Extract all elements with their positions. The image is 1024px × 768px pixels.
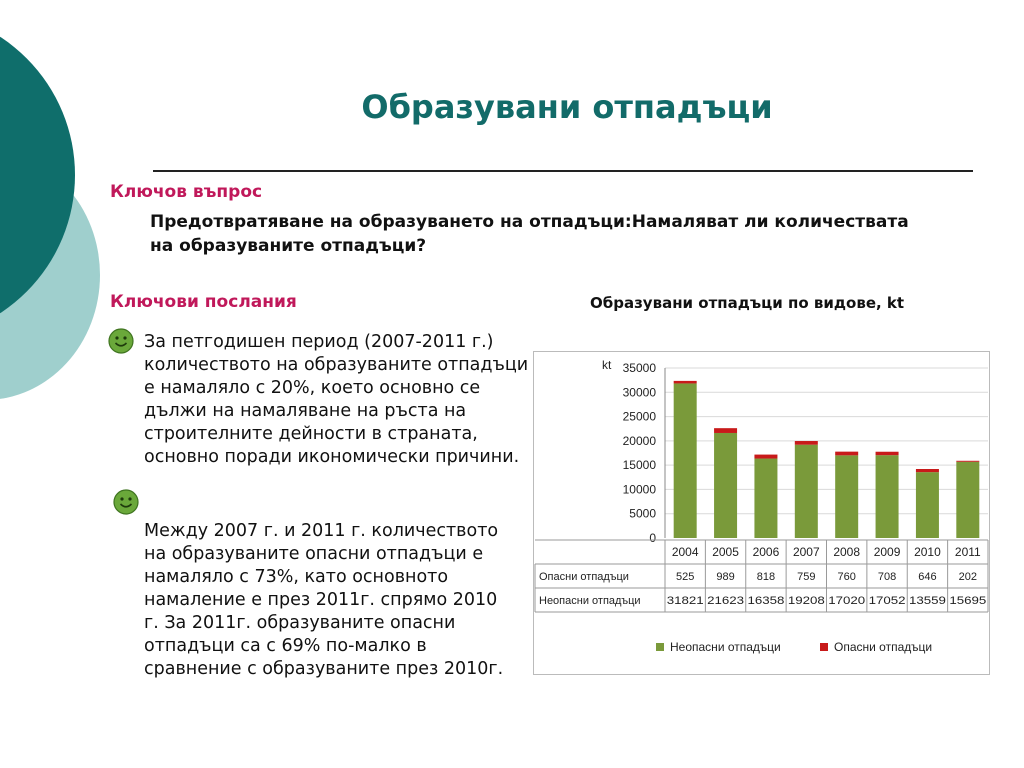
table-row-label: Неопасни отпадъци [539, 595, 641, 607]
table-row-label: Опасни отпадъци [539, 571, 629, 583]
key-message-1: За петгодишен период (2007-2011 г.) количеството на образуваните отпадъци е намаляло с 20%, което основно се дължи на намаляване на ръста на строителните дейности в страната, основно поради икономически причини. [144, 332, 529, 467]
y-unit-label: kt [602, 358, 612, 372]
waste-chart [533, 351, 990, 675]
bar-hazardous [714, 428, 737, 433]
bar-hazardous [754, 455, 777, 459]
x-tick-label: 2006 [752, 545, 780, 559]
key-messages-label: Ключови послания [110, 292, 297, 312]
bar-non-hazardous [674, 383, 697, 538]
x-tick-label: 2007 [792, 545, 820, 559]
table-cell: 17052 [868, 595, 906, 607]
bar-non-hazardous [795, 445, 818, 538]
title-divider [153, 170, 973, 172]
legend-label: Неопасни отпадъци [670, 640, 781, 654]
x-tick-label: 2005 [712, 545, 739, 559]
bar-hazardous [674, 381, 697, 384]
bar-hazardous [876, 452, 899, 455]
x-tick-label: 2008 [833, 545, 861, 559]
key-question-text: Предотвратяване на образуването на отпадъци:Намаляват ли количествата на образуваните отпадъци? [150, 212, 909, 256]
table-cell: 13559 [908, 595, 946, 607]
table-cell: 818 [756, 571, 776, 583]
bar-non-hazardous [956, 462, 979, 538]
legend-swatch [820, 643, 828, 651]
x-tick-label: 2004 [671, 545, 699, 559]
y-tick-label: 25000 [622, 409, 656, 424]
bar-non-hazardous [916, 472, 939, 538]
table-cell: 19208 [787, 595, 825, 607]
y-tick-label: 15000 [622, 458, 656, 473]
table-cell: 646 [918, 571, 937, 583]
slide-title: Образувани отпадъци [361, 88, 773, 126]
bar-non-hazardous [714, 433, 737, 538]
key-question-label: Ключов въпрос [110, 182, 263, 202]
table-cell: 708 [877, 571, 897, 583]
chart-caption: Образувани отпадъци по видове, kt [590, 294, 905, 312]
bar-non-hazardous [754, 459, 777, 538]
bar-non-hazardous [835, 455, 858, 538]
table-cell: 760 [837, 571, 856, 583]
bar-hazardous [795, 441, 818, 445]
y-tick-label: 0 [649, 531, 656, 545]
legend-label: Опасни отпадъци [834, 640, 933, 654]
x-tick-label: 2010 [914, 545, 941, 559]
table-cell: 16358 [747, 595, 785, 607]
bar-hazardous [956, 461, 979, 462]
key-message-2: Между 2007 г. и 2011 г. количеството на образуваните опасни отпадъци е намаляло с 73%, като основното намаление е през 2011г. спрямо 2010 г. За 2011г. образуваните опасни отпадъци са с 69% по-малко в сравнение с образуваните през 2010г. [144, 521, 504, 679]
y-tick-label: 20000 [622, 433, 656, 448]
legend-swatch [656, 643, 664, 651]
table-cell: 15695 [949, 595, 987, 607]
bar-hazardous [835, 452, 858, 456]
table-cell: 17020 [828, 595, 866, 607]
x-tick-label: 2009 [873, 545, 901, 559]
table-cell: 759 [797, 571, 816, 583]
bar-hazardous [916, 469, 939, 472]
table-cell: 202 [958, 571, 977, 583]
smiley-icon [113, 489, 139, 515]
smiley-icon [108, 328, 134, 354]
table-cell: 21623 [707, 595, 745, 607]
y-tick-label: 35000 [622, 361, 656, 375]
table-cell: 31821 [666, 595, 704, 607]
y-tick-label: 5000 [629, 506, 656, 521]
bar-non-hazardous [876, 455, 899, 538]
table-cell: 525 [676, 571, 695, 583]
table-cell: 989 [716, 571, 735, 583]
y-tick-label: 10000 [622, 482, 656, 497]
x-tick-label: 2011 [954, 545, 981, 559]
y-tick-label: 30000 [622, 385, 656, 400]
